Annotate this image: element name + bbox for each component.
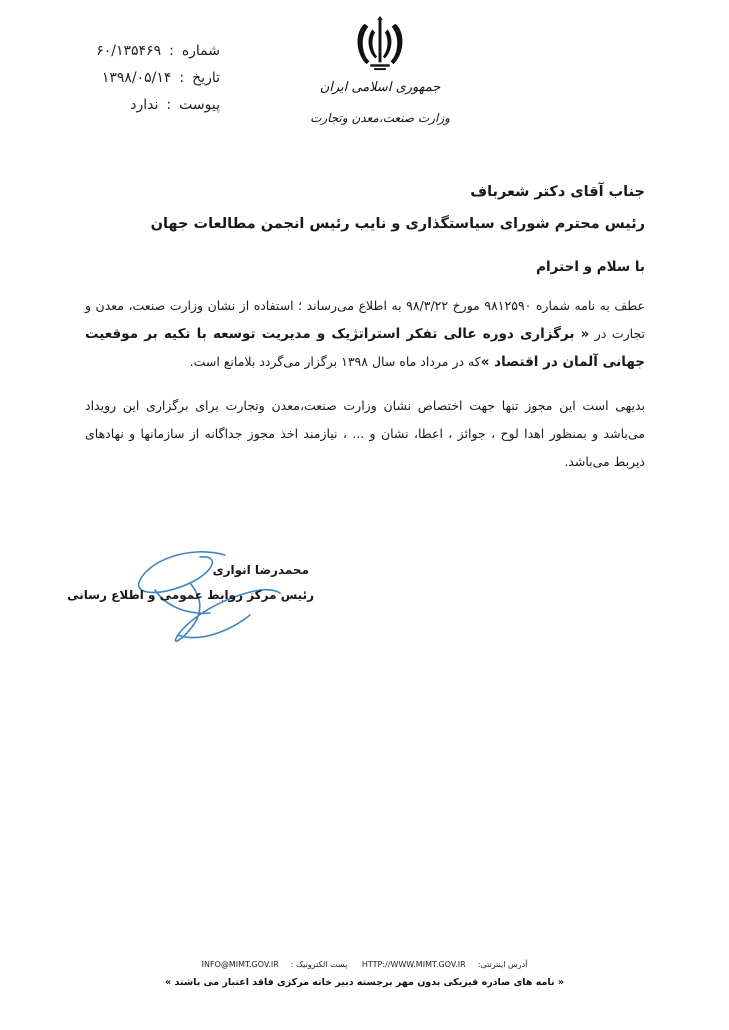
header-country-name: جمهوری اسلامی ایران	[319, 80, 441, 95]
letter-date-row	[60, 65, 220, 92]
greeting: با سلام و احترام	[536, 259, 645, 275]
emblem-container	[335, 16, 425, 76]
letter-meta	[60, 38, 220, 119]
header-ministry-name: وزارت صنعت،معدن وتجارت	[310, 111, 450, 125]
letter-attachment-row	[60, 92, 220, 119]
letter-number-row	[60, 38, 220, 65]
addressee-name: جناب آقای دکتر شعرباف	[470, 184, 645, 200]
iran-emblem-icon	[335, 16, 425, 76]
footer-contact	[0, 960, 729, 969]
footer-website: HTTP://WWW.MIMT.GOV.IR	[361, 960, 466, 969]
signer-name: محمدرضا انواری	[212, 563, 309, 577]
body-paragraph-2: بدیهی است این مجوز تنها جهت اختصاص نشان وزارت صنعت،معدن وتجارت برای برگزاری این رویداد می‌باشد و بمنظور اهدا لوح ، جوائز ، اعطا، نشان و ... ، نیازمند اخذ مجوز جداگانه از سازمانها و نهادهای ذیربط می‌باشد.	[85, 398, 645, 469]
meta-separator: :	[169, 43, 174, 59]
letter-number-label: شماره	[181, 43, 220, 59]
letter-number-value: ۶۰/۱۳۵۴۶۹	[96, 43, 162, 59]
footer-email-label: پست الکترونیک :	[290, 960, 348, 969]
letter-attachment-label: پیوست	[179, 97, 220, 113]
body-p1-part2: که در مرداد ماه سال ۱۳۹۸ برگزار می‌گردد بلامانع است.	[189, 354, 481, 369]
footer-email: INFO@MIMT.GOV.IR	[201, 960, 279, 969]
body-p1-part1: عطف به نامه شماره ۹۸۱۲۵۹۰ مورخ ۹۸/۳/۲۲ به اطلاع می‌رساند ؛ استفاده از نشان وزارت صنعت، معدن و تجارت در	[85, 298, 645, 341]
body-p1-event-title: « برگزاری دوره عالی تفکر استراتژیک و مدیریت توسعه با تکیه بر موقعیت جهانی آلمان در اقتصاد »	[85, 326, 645, 370]
body-paragraph-1	[85, 292, 645, 376]
signer-title: رئیس مرکز روابط عمومی و اطلاع رسانی	[67, 588, 314, 602]
letter-date-value: ۱۳۹۸/۰۵/۱۴	[101, 70, 172, 86]
footer-note: « نامه های صادره فیزیکی بدون مهر برجسته دبیر خانه مرکزی فاقد اعتبار می باشند »	[165, 977, 564, 988]
addressee-block	[85, 176, 645, 240]
letter-date-label: تاریخ	[192, 70, 220, 86]
addressee-title: رئیس محترم شورای سیاستگذاری و نایب رئیس انجمن مطالعات جهان	[150, 216, 645, 232]
meta-separator: :	[166, 97, 172, 113]
letter-attachment-value: ندارد	[130, 97, 159, 113]
letter-body	[85, 292, 645, 476]
meta-separator: :	[179, 70, 185, 86]
footer-website-label: آدرس اینترنتی:	[477, 960, 528, 969]
